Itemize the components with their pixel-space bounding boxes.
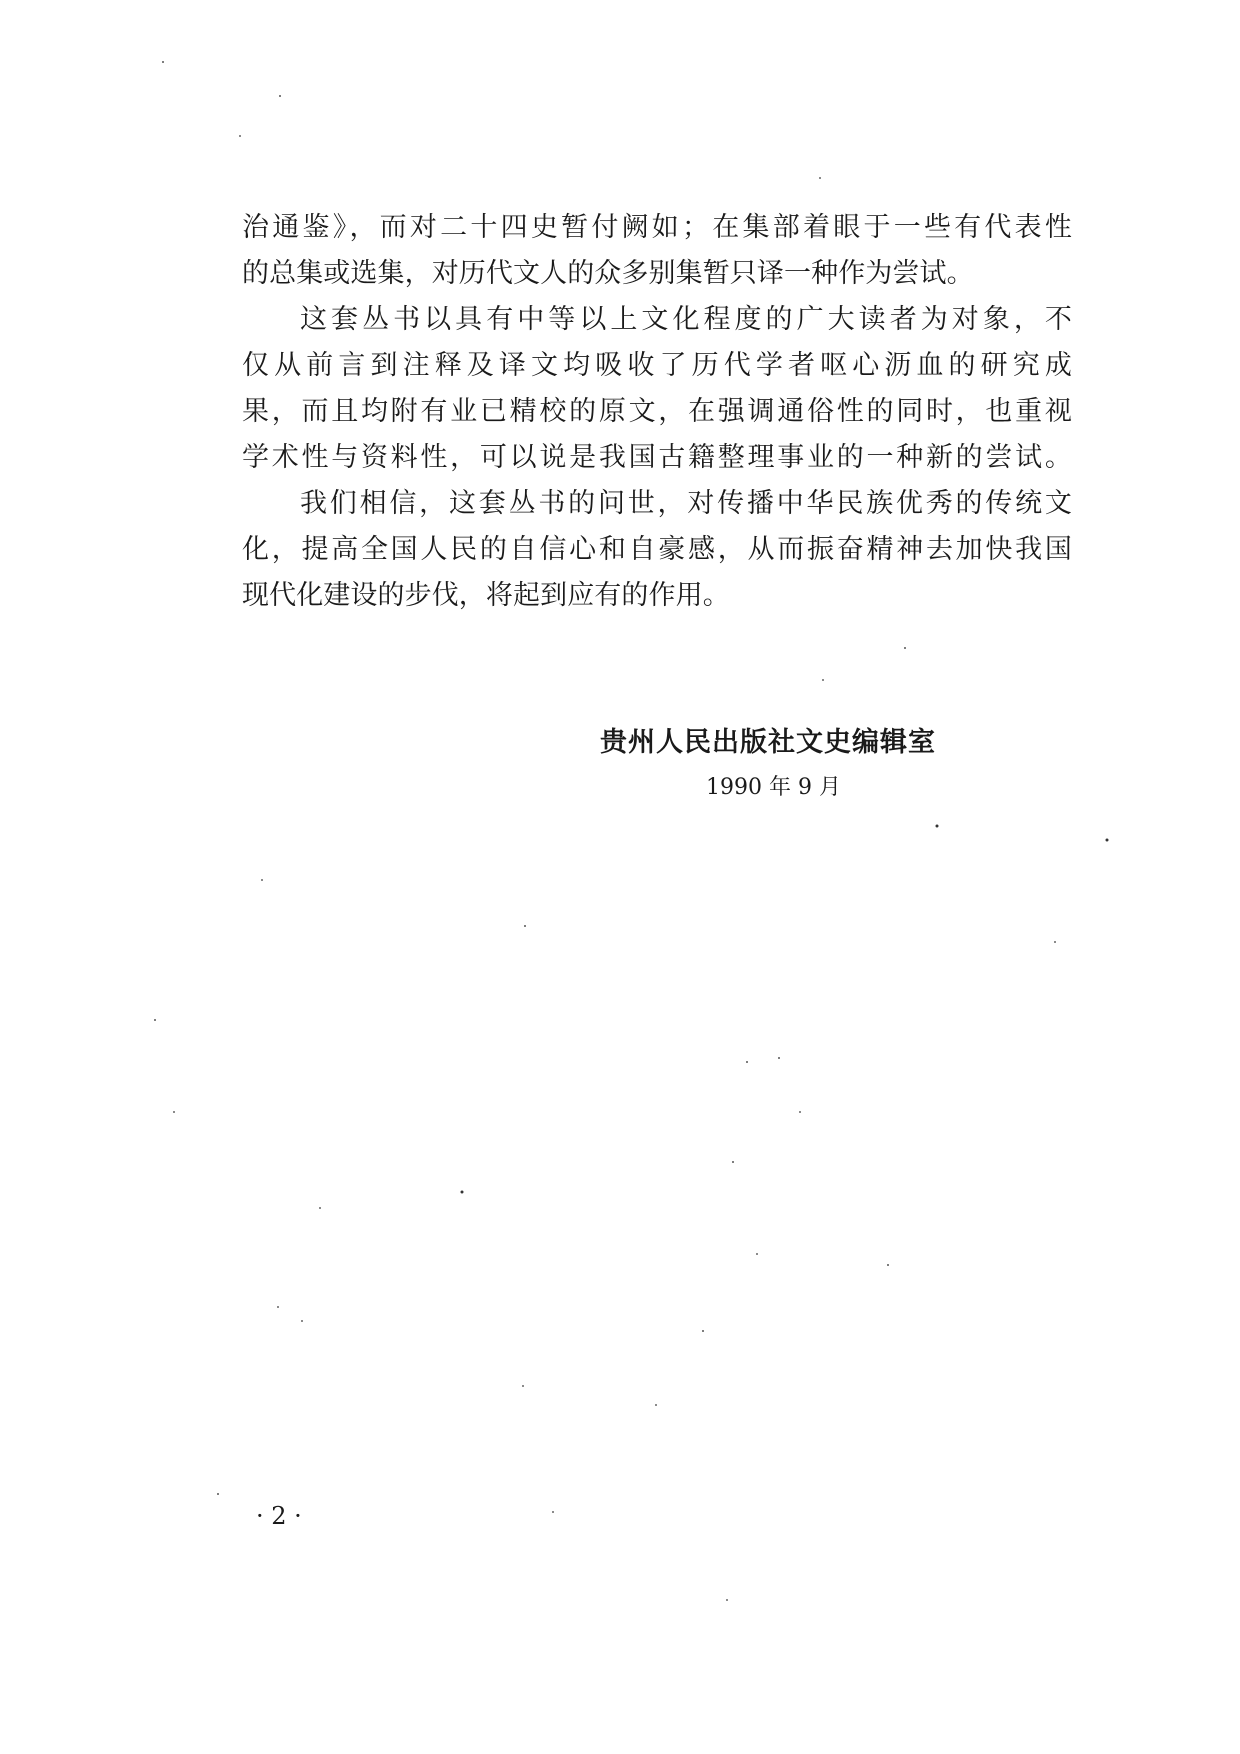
text-line: 化，提高全国人民的自信心和自豪感，从而振奋精神去加快我国 — [242, 534, 1072, 565]
publisher-signature: 贵州人民出版社文史编辑室 — [600, 727, 936, 758]
text-line: 学术性与资料性，可以说是我国古籍整理事业的一种新的尝试。 — [242, 442, 1072, 473]
text-line: 仅从前言到注释及译文均吸收了历代学者呕心沥血的研究成 — [242, 350, 1072, 381]
text-line: 现代化建设的步伐，将起到应有的作用。 — [242, 580, 730, 611]
signature-date: 1990 年 9 月 — [706, 775, 841, 800]
page-number: · 2 · — [256, 1502, 302, 1530]
text-line: 治通鉴》，而对二十四史暂付阙如；在集部着眼于一些有代表性 — [242, 212, 1072, 243]
body-text — [242, 205, 1072, 619]
text-line: 果，而且均附有业已精校的原文，在强调通俗性的同时，也重视 — [242, 396, 1072, 427]
text-line: 我们相信，这套丛书的问世，对传播中华民族优秀的传统文 — [300, 488, 1072, 519]
text-line: 这套丛书以具有中等以上文化程度的广大读者为对象，不 — [300, 304, 1072, 335]
text-line: 的总集或选集，对历代文人的众多别集暂只译一种作为尝试。 — [242, 258, 974, 289]
